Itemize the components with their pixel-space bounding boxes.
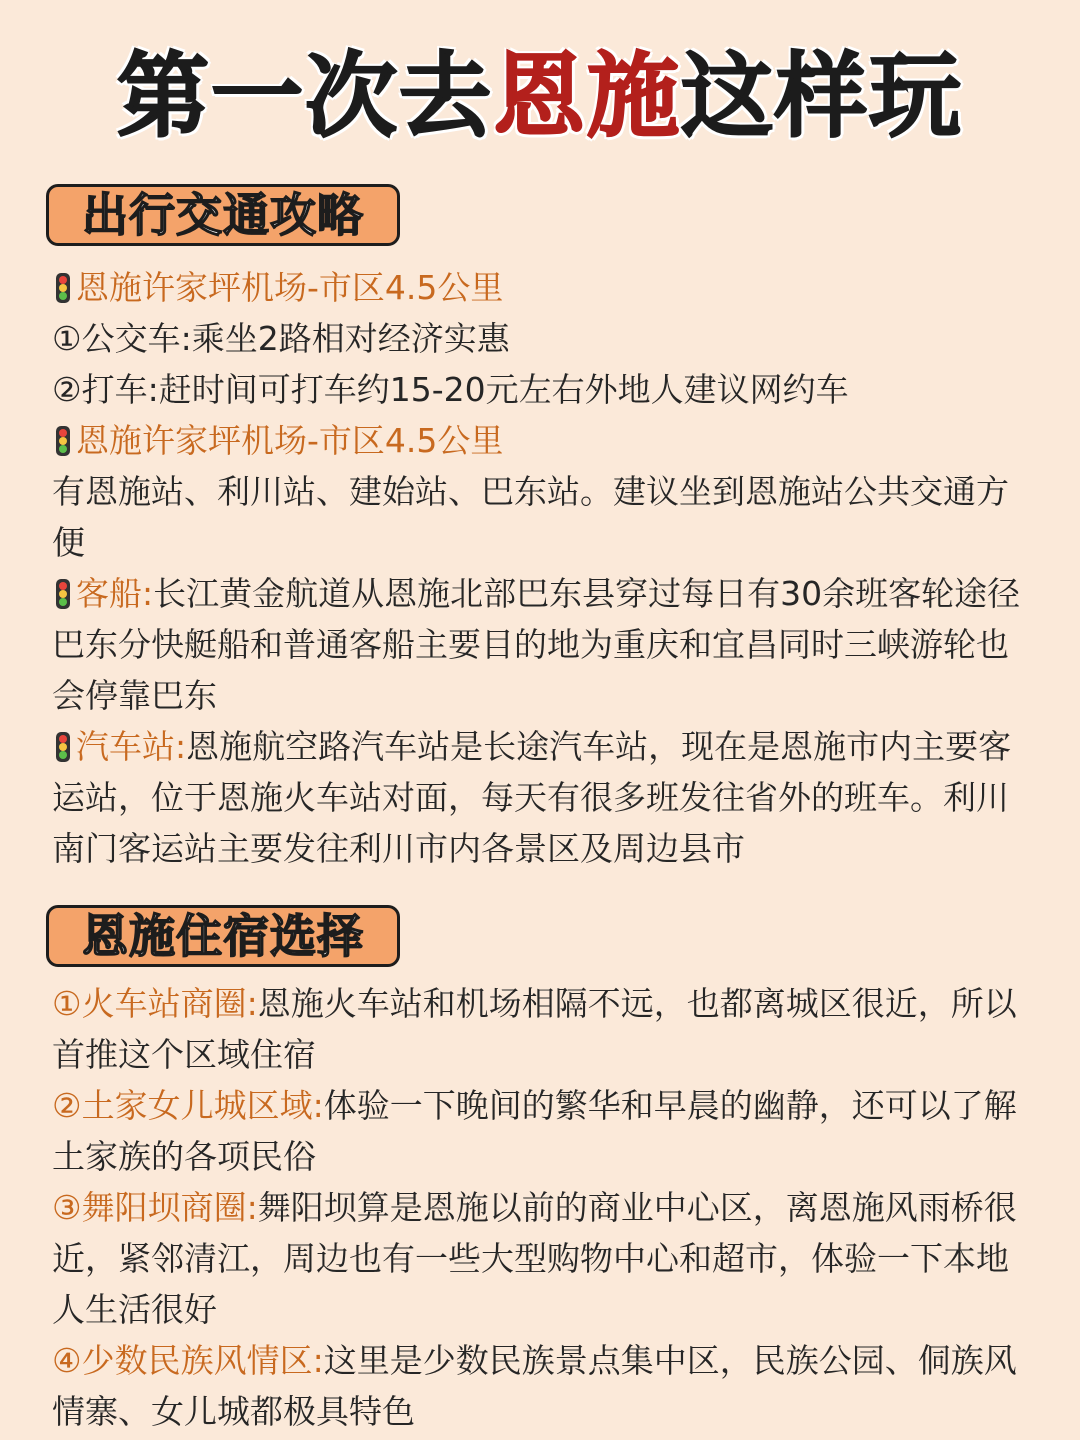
traffic-light-icon xyxy=(56,579,70,609)
title-part2: 这样玩 xyxy=(681,43,964,150)
item-highlight: ④少数民族风情区: xyxy=(52,1341,324,1380)
item-text: ①公交车:乘坐2路相对经济实惠 xyxy=(52,319,510,358)
title-accent: 恩施 xyxy=(492,43,681,150)
lodging-item-station xyxy=(52,978,1032,1080)
title-part1: 第一次去 xyxy=(116,43,493,150)
item-text: 体验一下晚间的繁华和早晨的幽静，还可以了解土家族的各项民俗 xyxy=(52,1086,1017,1176)
item-highlight: ③舞阳坝商圈: xyxy=(52,1188,258,1227)
section-label-lodging: 恩施住宿选择 xyxy=(46,905,400,967)
item-highlight: 恩施许家坪机场-市区4.5公里 xyxy=(76,421,504,460)
transport-item-taxi xyxy=(52,364,1032,415)
item-highlight: 恩施许家坪机场-市区4.5公里 xyxy=(76,268,504,307)
page-title xyxy=(0,42,1080,152)
item-text: 有恩施站、利川站、建始站、巴东站。建议坐到恩施站公共交通方便 xyxy=(52,472,1009,562)
item-highlight: ②土家女儿城区域: xyxy=(52,1086,324,1125)
item-highlight: 客船: xyxy=(76,574,154,613)
lodging-item-tujia xyxy=(52,1080,1032,1182)
traffic-light-icon xyxy=(56,426,70,456)
transport-content xyxy=(52,262,1032,874)
section-label-transport: 出行交通攻略 xyxy=(46,184,400,246)
traffic-light-icon xyxy=(56,273,70,303)
item-highlight: 汽车站: xyxy=(76,727,187,766)
lodging-item-ethnic xyxy=(52,1335,1032,1437)
item-text: 长江黄金航道从恩施北部巴东县穿过每日有30余班客轮途径巴东分快艇船和普通客船主要目的地为重庆和宜昌同时三峡游轮也会停靠巴东 xyxy=(52,574,1021,715)
transport-item-rail-heading xyxy=(52,415,1032,466)
lodging-content xyxy=(52,978,1032,1437)
traffic-light-icon xyxy=(56,732,70,762)
transport-item-boat xyxy=(52,568,1032,721)
transport-item-stations xyxy=(52,466,1032,568)
item-text: 这里是少数民族景点集中区，民族公园、侗族风情寨、女儿城都极具特色 xyxy=(52,1341,1017,1431)
transport-item-coach xyxy=(52,721,1032,874)
item-text: 舞阳坝算是恩施以前的商业中心区，离恩施风雨桥很近，紧邻清江，周边也有一些大型购物中心和超市，体验一下本地人生活很好 xyxy=(52,1188,1017,1329)
item-text: 恩施火车站和机场相隔不远，也都离城区很近，所以首推这个区域住宿 xyxy=(52,984,1017,1074)
item-text: 恩施航空路汽车站是长途汽车站，现在是恩施市内主要客运站，位于恩施火车站对面，每天有很多班发往省外的班车。利川南门客运站主要发往利川市内各景区及周边县市 xyxy=(52,727,1012,868)
lodging-item-wuyangba xyxy=(52,1182,1032,1335)
item-highlight: ①火车站商圈: xyxy=(52,984,258,1023)
item-text: ②打车:赶时间可打车约15-20元左右外地人建议网约车 xyxy=(52,370,849,409)
transport-item-airport xyxy=(52,262,1032,313)
transport-item-bus xyxy=(52,313,1032,364)
